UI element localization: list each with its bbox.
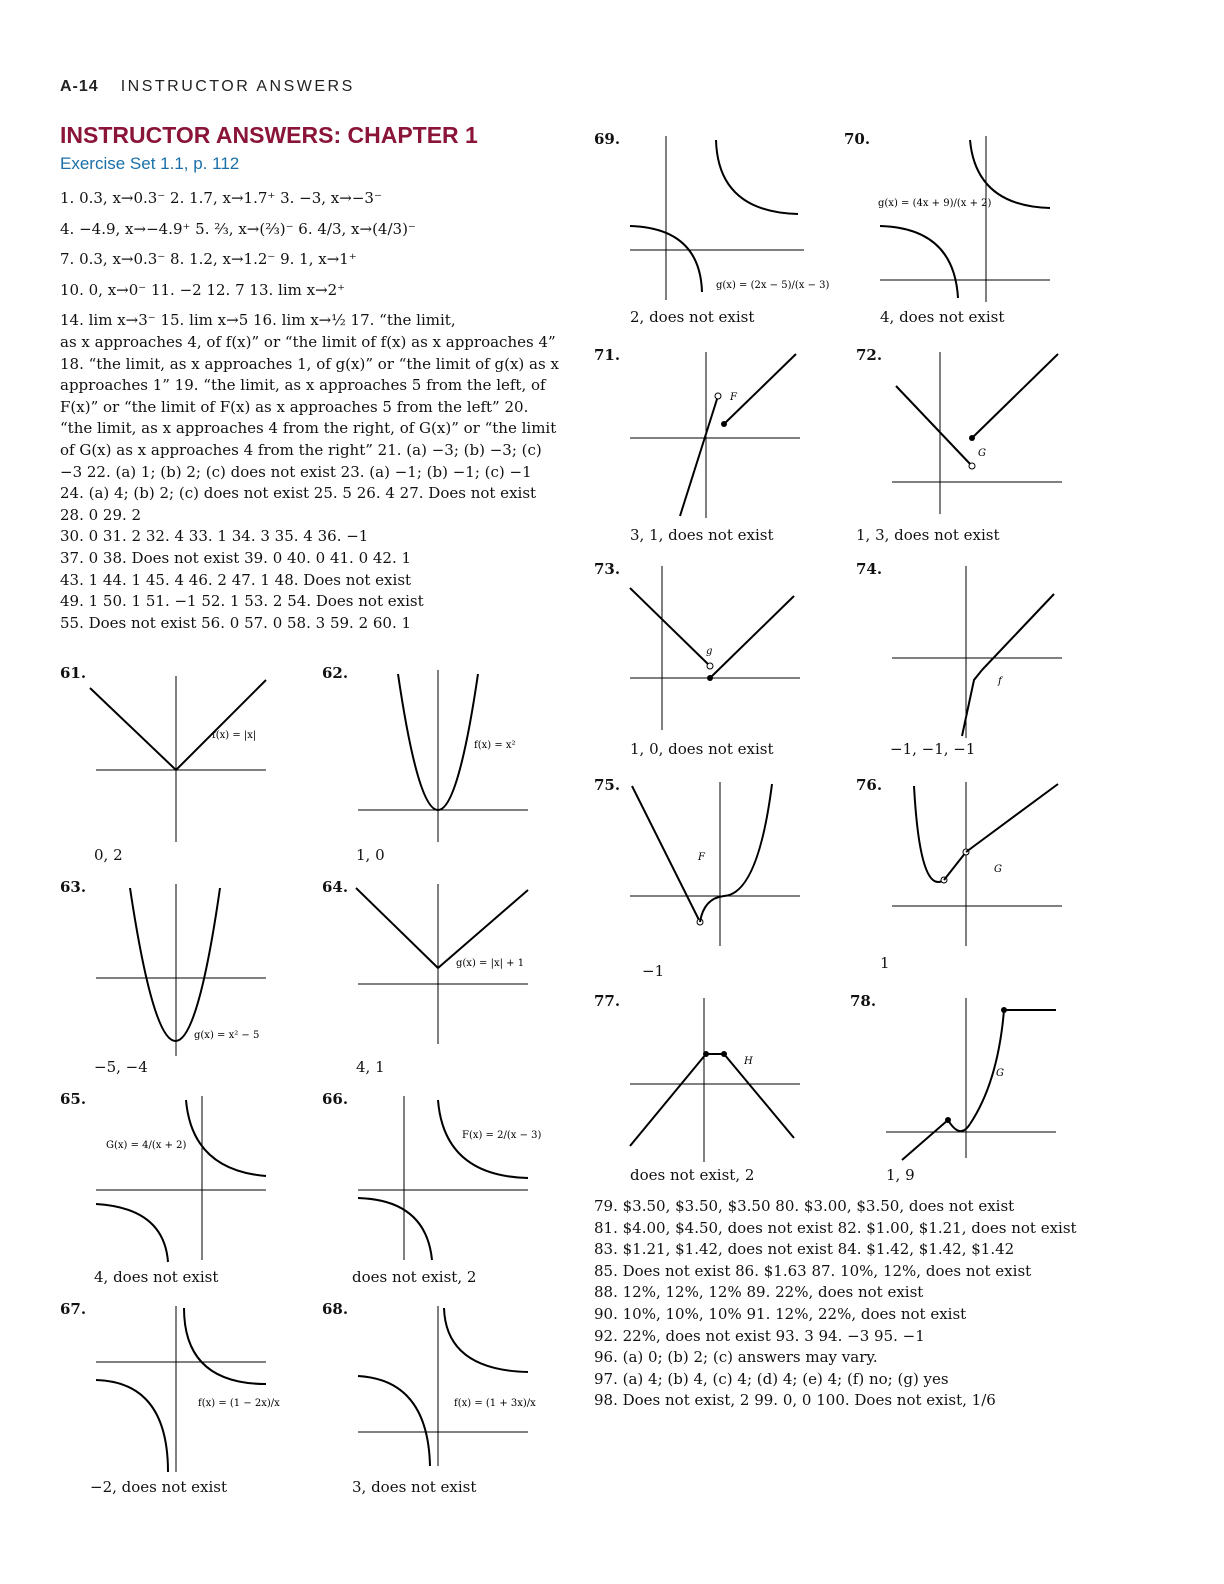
answer-line: 10. 0, x→0⁻ 11. −2 12. 7 13. lim x→2⁺	[60, 280, 346, 299]
figure-caption: 1, 0, does not exist	[630, 740, 774, 758]
function-label: f(x) = x²	[474, 740, 516, 751]
figure-number: 71.	[594, 346, 621, 364]
answer-paragraph: as x approaches 4, of f(x)” or “the limit of f(x) as x approaches 4” 18. “the limit, as x approaches 1, of g(x)” or “the limit of g(x) as x approaches 1” 19. “the limit, as x approaches 5 from the left, of F(x)” or “the limit of F(x) as x approaches 5 from the left” 20. “the limit, as x approaches 4 from the right, of G(x)” or “the limit of G(x) as x approaches 4 from the right” 21. (a) −3; (b) −3; (c) −3 22. (a) 1; (b) 2; (c) does not exist 23. (a) −1; (b) −1; (c) −1 24. (a) 4; (b) 2; (c) does not exist 25. 5 26. 4 27. Does not exist 28. 0 29. 2	[60, 332, 559, 524]
function-label: G	[994, 864, 1002, 875]
figure-75	[594, 776, 834, 986]
figure-caption: 1	[880, 954, 890, 972]
graph-x-squared	[322, 664, 562, 844]
graph-72	[856, 346, 1096, 526]
function-label: f(x) = (1 + 3x)/x	[454, 1398, 536, 1409]
figure-77	[594, 992, 834, 1202]
page-id: A-14	[60, 78, 99, 95]
answer-line: 92. 22%, does not exist 93. 3 94. −3 95. −1	[594, 1326, 925, 1345]
figure-number: 66.	[322, 1090, 349, 1108]
function-label: g(x) = (4x + 9)/(x + 2)	[878, 198, 992, 209]
answer-line: 83. $1.21, $1.42, does not exist 84. $1.42, $1.42, $1.42	[594, 1240, 1015, 1259]
figure-69	[594, 130, 834, 330]
figure-caption: −1, −1, −1	[890, 740, 976, 758]
figure-caption: 1, 9	[886, 1166, 915, 1184]
answer-line: 85. Does not exist 86. $1.63 87. 10%, 12%, does not exist	[594, 1261, 1032, 1280]
function-label: g	[706, 646, 713, 657]
figure-number: 74.	[856, 560, 883, 578]
function-label: F	[730, 392, 737, 403]
figure-number: 78.	[850, 992, 877, 1010]
figure-67	[60, 1300, 300, 1510]
figure-number: 72.	[856, 346, 883, 364]
answers-block	[60, 188, 560, 634]
answer-line: 37. 0 38. Does not exist 39. 0 40. 0 41. 0 42. 1	[60, 548, 412, 567]
figure-73	[594, 560, 834, 770]
figure-number: 63.	[60, 878, 87, 896]
figure-number: 67.	[60, 1300, 87, 1318]
graph-abs-x	[60, 664, 300, 844]
graph-69	[594, 130, 834, 310]
figure-number: 73.	[594, 560, 621, 578]
function-label: g(x) = (2x − 5)/(x − 3)	[716, 280, 830, 291]
figure-number: 69.	[594, 130, 621, 148]
figure-number: 64.	[322, 878, 349, 896]
graph-1-minus-2x-over-x	[60, 1300, 300, 1480]
graph-76	[856, 776, 1096, 956]
figure-caption: does not exist, 2	[352, 1268, 477, 1286]
graph-77	[594, 992, 834, 1172]
function-label: H	[744, 1056, 753, 1067]
section-title: INSTRUCTOR ANSWERS: CHAPTER 1	[60, 122, 478, 148]
figure-caption: 2, does not exist	[630, 308, 755, 326]
function-label: F	[698, 852, 705, 863]
answer-line: 97. (a) 4; (b) 4, (c) 4; (d) 4; (e) 4; (f) no; (g) yes	[594, 1369, 949, 1388]
function-label: f(x) = (1 − 2x)/x	[198, 1398, 280, 1409]
running-title: INSTRUCTOR ANSWERS	[120, 78, 355, 95]
figure-number: 62.	[322, 664, 349, 682]
figure-64	[322, 878, 562, 1088]
figure-62	[322, 664, 562, 874]
figure-caption: −2, does not exist	[90, 1478, 227, 1496]
figure-74	[856, 560, 1096, 770]
function-label: G	[996, 1068, 1004, 1079]
figure-61	[60, 664, 300, 874]
answer-line: 1. 0.3, x→0.3⁻ 2. 1.7, x→1.7⁺ 3. −3, x→−3⁻	[60, 189, 382, 207]
answer-line: 14. lim x→3⁻ 15. lim x→5 16. lim x→½ 17. “the limit,	[60, 311, 456, 330]
answer-line: 55. Does not exist 56. 0 57. 0 58. 3 59. 2 60. 1	[60, 613, 412, 632]
answer-line: 79. $3.50, $3.50, $3.50 80. $3.00, $3.50, does not exist	[594, 1197, 1015, 1215]
figure-number: 68.	[322, 1300, 349, 1318]
answer-line: 7. 0.3, x→0.3⁻ 8. 1.2, x→1.2⁻ 9. 1, x→1⁺	[60, 250, 357, 269]
graph-4-over-x-plus-2	[60, 1090, 300, 1270]
answers-79-100	[594, 1196, 1114, 1412]
figure-78	[850, 992, 1090, 1202]
answer-line: 43. 1 44. 1 45. 4 46. 2 47. 1 48. Does not exist	[60, 570, 412, 589]
function-label: G(x) = 4/(x + 2)	[106, 1140, 187, 1151]
function-label: F(x) = 2/(x − 3)	[462, 1130, 542, 1141]
function-label: f(x) = |x|	[212, 730, 257, 741]
figure-caption: 1, 0	[356, 846, 385, 864]
graph-70	[844, 130, 1084, 310]
graph-2-over-x-minus-3	[322, 1090, 562, 1270]
figure-number: 65.	[60, 1090, 87, 1108]
figure-65	[60, 1090, 300, 1300]
answer-line: 98. Does not exist, 2 99. 0, 0 100. Does not exist, 1/6	[594, 1391, 996, 1410]
figure-number: 76.	[856, 776, 883, 794]
figure-caption: 4, does not exist	[880, 308, 1005, 326]
answer-line: 4. −4.9, x→−4.9⁺ 5. ⅔, x→(⅔)⁻ 6. 4/3, x→(4/3)⁻	[60, 219, 416, 238]
figure-caption: −1	[642, 962, 665, 980]
answer-line: 96. (a) 0; (b) 2; (c) answers may vary.	[594, 1348, 878, 1367]
figure-70	[844, 130, 1084, 330]
answer-line: 81. $4.00, $4.50, does not exist 82. $1.00, $1.21, does not exist	[594, 1218, 1077, 1237]
figure-66	[322, 1090, 562, 1300]
figure-number: 77.	[594, 992, 621, 1010]
figure-76	[856, 776, 1096, 986]
graph-1-plus-3x-over-x	[322, 1300, 562, 1480]
function-label: g(x) = x² − 5	[194, 1030, 260, 1041]
graph-abs-x-plus-1	[322, 878, 562, 1058]
figure-caption: 3, 1, does not exist	[630, 526, 774, 544]
figure-caption: 0, 2	[94, 846, 123, 864]
function-label: G	[978, 448, 986, 459]
graph-73	[594, 560, 834, 740]
figure-68	[322, 1300, 562, 1510]
figure-caption: does not exist, 2	[630, 1166, 755, 1184]
figure-number: 70.	[844, 130, 871, 148]
graph-71	[594, 346, 834, 526]
figure-caption: 4, 1	[356, 1058, 385, 1076]
figure-72	[856, 346, 1096, 556]
answer-line: 90. 10%, 10%, 10% 91. 12%, 22%, does not exist	[594, 1304, 967, 1323]
function-label: g(x) = |x| + 1	[456, 958, 525, 969]
graph-74	[856, 560, 1096, 740]
graph-x-squared-minus-5	[60, 878, 300, 1058]
figure-caption: 1, 3, does not exist	[856, 526, 1000, 544]
function-label: f	[998, 676, 1002, 687]
graph-78	[850, 992, 1090, 1172]
answer-line: 49. 1 50. 1 51. −1 52. 1 53. 2 54. Does not exist	[60, 592, 424, 611]
answer-line: 88. 12%, 12%, 12% 89. 22%, does not exist	[594, 1283, 924, 1302]
figure-number: 75.	[594, 776, 621, 794]
section-subtitle: Exercise Set 1.1, p. 112	[60, 154, 240, 173]
graph-75	[594, 776, 834, 956]
figure-63	[60, 878, 300, 1088]
figure-71	[594, 346, 834, 556]
figure-caption: 3, does not exist	[352, 1478, 477, 1496]
answer-line: 30. 0 31. 2 32. 4 33. 1 34. 3 35. 4 36. −1	[60, 527, 369, 546]
running-header	[60, 78, 355, 96]
figure-caption: 4, does not exist	[94, 1268, 219, 1286]
figure-number: 61.	[60, 664, 87, 682]
figure-caption: −5, −4	[94, 1058, 148, 1076]
